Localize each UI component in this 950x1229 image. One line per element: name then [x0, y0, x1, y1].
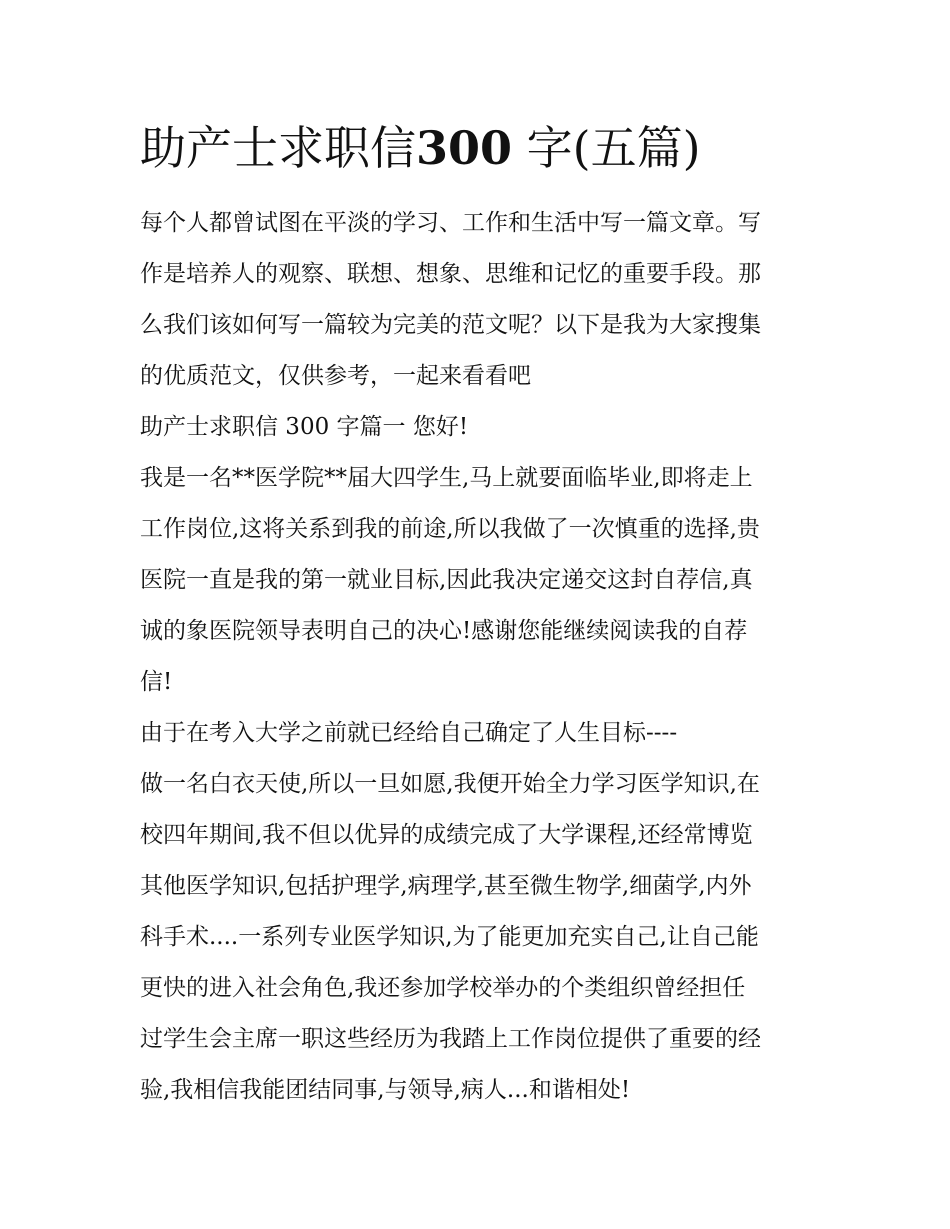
- body-line: 么我们该如何写一篇较为完美的范文呢？以下是我为大家搜集: [140, 312, 761, 338]
- body-line: 每个人都曾试图在平淡的学习、工作和生活中写一篇文章。写: [140, 210, 761, 236]
- body-line: 科手术....一系列专业医学知识,为了能更加充实自己,让自己能: [140, 924, 759, 950]
- body-line: 由于在考入大学之前就已经给自己确定了人生目标----: [140, 720, 678, 746]
- title-suffix: 字(五篇): [526, 121, 701, 175]
- body-line: 我是一名**医学院**届大四学生,马上就要面临毕业,即将走上: [140, 465, 753, 491]
- body-line: 诚的象医院领导表明自己的决心!感谢您能继续阅读我的自荐: [140, 618, 748, 644]
- body-line: 校四年期间,我不但以优异的成绩完成了大学课程,还经常博览: [140, 822, 753, 848]
- title-prefix: 助产士求职信: [140, 121, 416, 175]
- body-line: 信!: [140, 669, 173, 695]
- body-line: 更快的进入社会角色,我还参加学校举办的个类组织曾经担任: [140, 975, 746, 1001]
- body-line: 医院一直是我的第一就业目标,因此我决定递交这封自荐信,真: [140, 567, 753, 593]
- title-number: 300: [416, 121, 513, 175]
- document-title: [140, 118, 701, 178]
- body-line: 过学生会主席一职这些经历为我踏上工作岗位提供了重要的经: [140, 1026, 761, 1052]
- body-line: 的优质范文，仅供参考，一起来看看吧: [140, 363, 531, 389]
- document-body: [140, 198, 816, 1116]
- body-line: 工作岗位,这将关系到我的前途,所以我做了一次慎重的选择,贵: [140, 516, 760, 542]
- body-line: 做一名白衣天使,所以一旦如愿,我便开始全力学习医学知识,在: [140, 771, 760, 797]
- body-line: 验,我相信我能团结同事,与领导,病人...和谐相处!: [140, 1077, 631, 1103]
- section-heading-line: 助产士求职信 300 字篇一 您好!: [140, 414, 469, 440]
- body-line: 其他医学知识,包括护理学,病理学,甚至微生物学,细菌学,内外: [140, 873, 752, 899]
- body-line: 作是培养人的观察、联想、想象、思维和记忆的重要手段。那: [140, 261, 761, 287]
